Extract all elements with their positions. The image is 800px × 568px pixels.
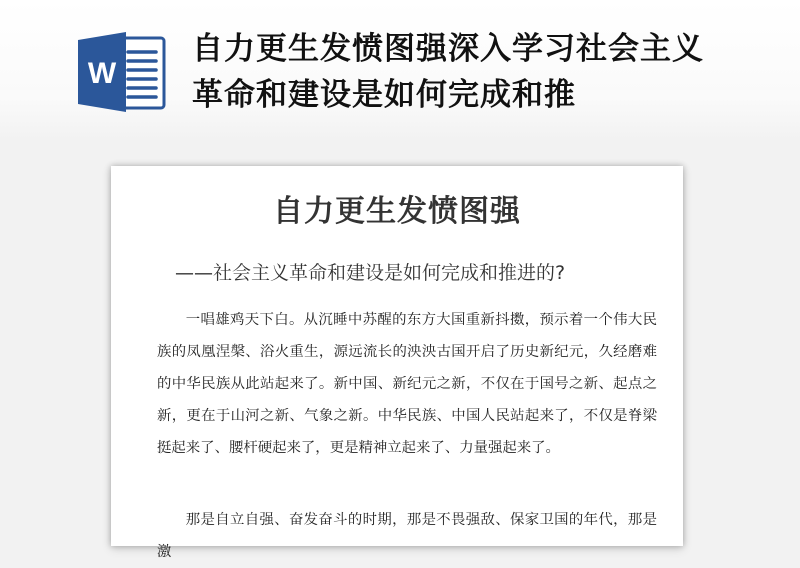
word-letter: W (87, 57, 117, 90)
document-subtitle: ——社会主义革命和建设是如何完成和推进的? (175, 262, 566, 284)
banner (0, 0, 800, 140)
document-title: 自力更生发愤图强 (273, 194, 521, 229)
document-page (111, 166, 683, 560)
paragraph: 那是自立自强、奋发奋斗的时期，那是不畏强敌、保家卫国的年代，那是激 (157, 512, 657, 560)
paragraph: 一唱雄鸡天下白。从沉睡中苏醒的东方大国重新抖擞，预示着一个伟大民族的凤凰涅槃、浴火重生，源远流长的泱泱古国开启了历史新纪元，久经磨难的中华民族从此站起来了。新中国、新纪元之新，不仅在于国号之新、起点之新，更在于山河之新、气象之新。中华民族、中国人民站起来了，不仅是脊梁挺起来了、腰杆硬起来了，更是精神立起来了、力量强起来了。 (157, 312, 657, 456)
banner-title: 自力更生发愤图强深入学习社会主义革命和建设是如何完成和推 (192, 31, 704, 113)
word-icon (76, 30, 168, 114)
